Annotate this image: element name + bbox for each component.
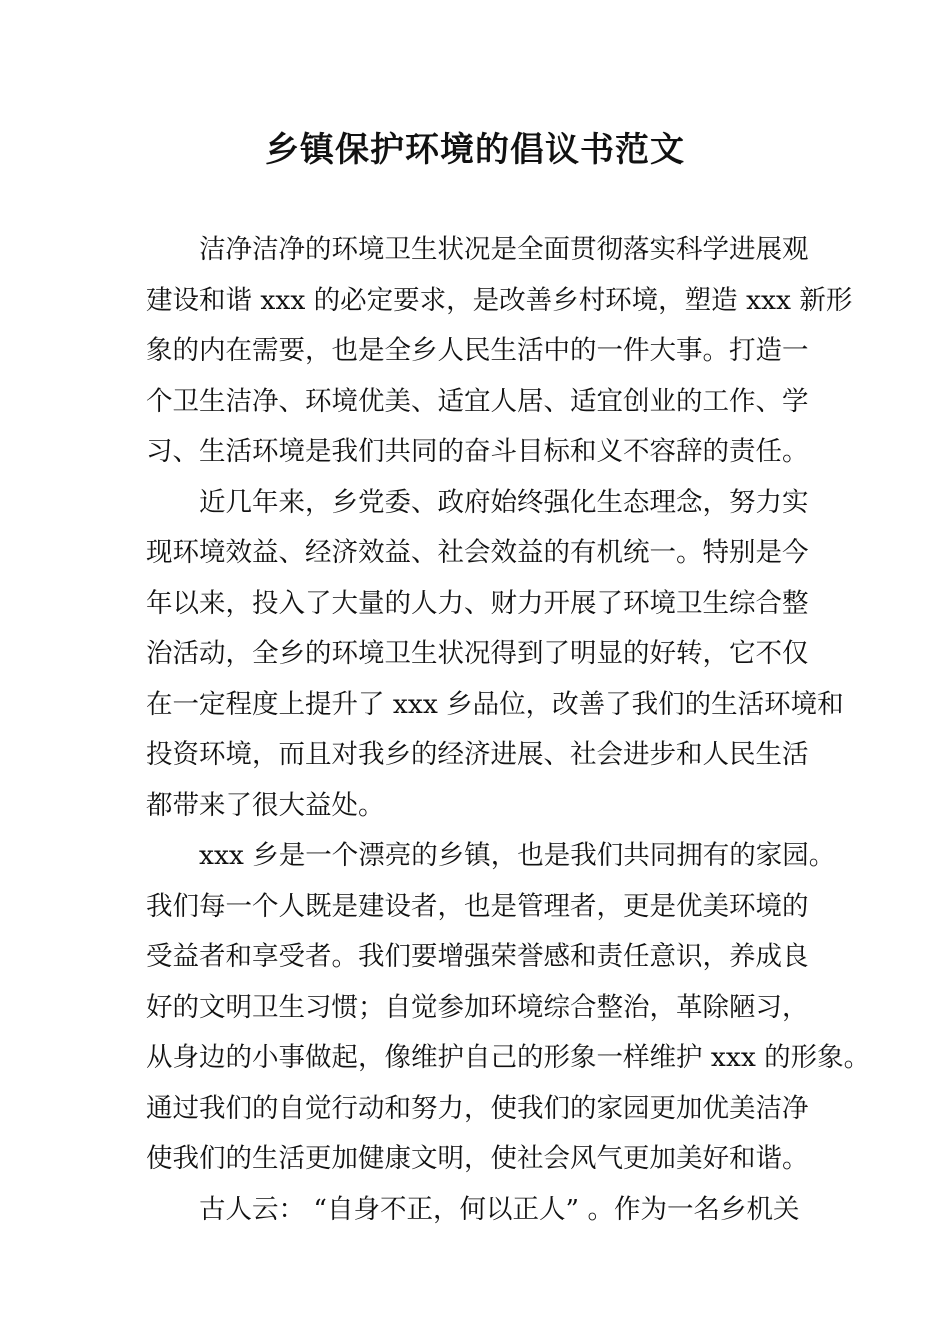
paragraph-2-line-5: 在一定程度上提升了 xxx 乡品位，改善了我们的生活环境和 (146, 688, 844, 720)
paragraph-3-line-5: 从身边的小事做起，像维护自己的形象一样维护 xxx 的形象。 (146, 1042, 871, 1073)
paragraph-1-line-2: 建设和谐 xxx 的必定要求，是改善乡村环境，塑造 xxx 新形 (146, 284, 853, 316)
paragraph-1-line-1: 洁净洁净的环境卫生状况是全面贯彻落实科学进展观 (199, 234, 809, 265)
paragraph-3-line-4: 好的文明卫生习惯；自觉参加环境综合整治，革除陋习， (146, 991, 809, 1023)
document-body (146, 225, 871, 1235)
paragraph-2-line-2: 现环境效益、经济效益、社会效益的有机统一。特别是今 (146, 537, 809, 568)
paragraph-3-line-2: 我们每一个人既是建设者，也是管理者，更是优美环境的 (146, 890, 809, 922)
paragraph-1-line-3: 象的内在需要，也是全乡人民生活中的一件大事。打造一 (146, 335, 809, 366)
document-title: 乡镇保护环境的倡议书范文 (265, 130, 685, 170)
paragraph-1-line-5: 习、生活环境是我们共同的奋斗目标和义不容辞的责任。 (146, 436, 809, 467)
paragraph-2-line-7: 都带来了很大益处。 (146, 789, 385, 821)
paragraph-2-line-3: 年以来，投入了大量的人力、财力开展了环境卫生综合整 (146, 587, 809, 619)
paragraph-3-line-6: 通过我们的自觉行动和努力，使我们的家园更加优美洁净 (146, 1092, 809, 1124)
paragraph-4-line-1: 古人云： “自身不正，何以正人” 。作为一名乡机关 (199, 1193, 800, 1225)
paragraph-3-line-7: 使我们的生活更加健康文明，使社会风气更加美好和谐。 (146, 1143, 809, 1174)
paragraph-2-line-1: 近几年来，乡党委、政府始终强化生态理念，努力实 (199, 486, 809, 518)
paragraph-2-line-4: 治活动，全乡的环境卫生状况得到了明显的好转，它不仅 (146, 638, 809, 669)
paragraph-3-line-3: 受益者和享受者。我们要增强荣誉感和责任意识，养成良 (146, 941, 809, 972)
paragraph-3-line-1: xxx 乡是一个漂亮的乡镇，也是我们共同拥有的家园。 (199, 840, 836, 871)
paragraph-2-line-6: 投资环境，而且对我乡的经济进展、社会进步和人民生活 (146, 739, 809, 770)
paragraph-1-line-4: 个卫生洁净、环境优美、适宜人居、适宜创业的工作、学 (146, 385, 809, 417)
